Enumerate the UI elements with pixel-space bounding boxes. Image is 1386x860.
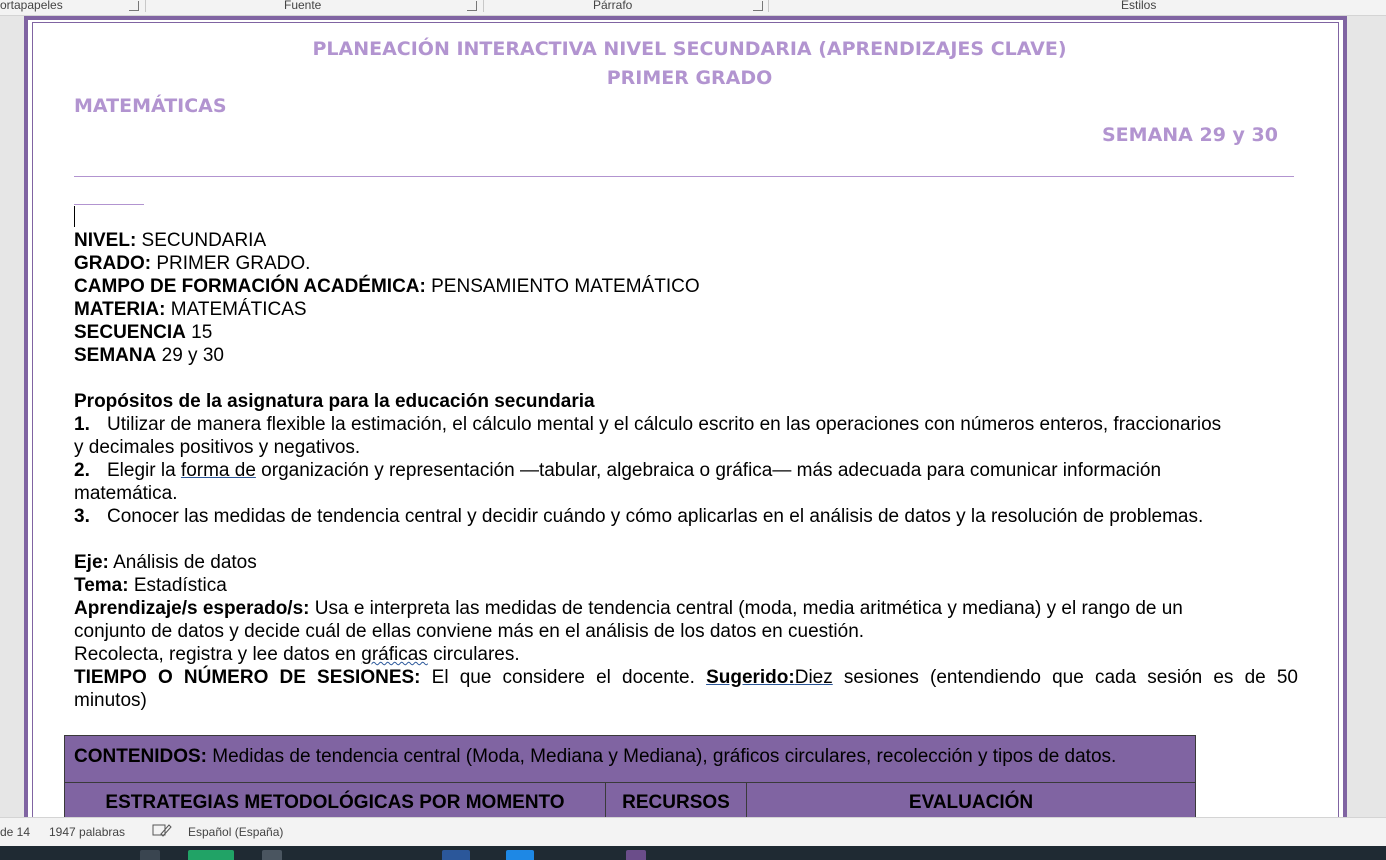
field-tiempo-cont: minutos) xyxy=(74,690,147,711)
horizontal-rule-tail xyxy=(74,204,144,205)
ribbon-separator xyxy=(768,0,769,12)
field-recolecta: Recolecta, registra y lee datos en gráficas circulares. xyxy=(74,644,520,665)
purpose-1-cont: y decimales positivos y negativos. xyxy=(74,437,361,458)
taskbar-word-icon[interactable] xyxy=(442,850,470,860)
blank-line xyxy=(74,367,1298,390)
taskbar-app-icon[interactable] xyxy=(140,850,160,860)
header-strategies[interactable]: ESTRATEGIAS METODOLÓGICAS POR MOMENTO xyxy=(65,783,606,818)
field-aprendizaje: Aprendizaje/s esperado/s: Usa e interpreta las medidas de tendencia central (moda, media aritmética y mediana) y el rango de un xyxy=(74,598,1183,619)
clipboard-launcher-icon[interactable] xyxy=(129,1,139,11)
header-resources[interactable]: RECURSOS xyxy=(606,783,747,818)
ribbon-group-labels xyxy=(0,0,1386,16)
ribbon-separator xyxy=(483,0,484,12)
field-eje: Eje: Análisis de datos xyxy=(74,552,257,573)
horizontal-rule xyxy=(74,176,1294,177)
text-cursor xyxy=(74,206,75,227)
word-count[interactable]: 1947 palabras xyxy=(49,825,126,839)
field-grado: GRADO: PRIMER GRADO. xyxy=(74,253,311,274)
ribbon-group-styles: Estilos xyxy=(1121,0,1157,12)
field-aprendizaje-cont: conjunto de datos y decide cuál de ellas conviene más en el análisis de los datos en cuestión. xyxy=(74,621,865,642)
grade-title: PRIMER GRADO xyxy=(606,67,773,89)
purposes-heading: Propósitos de la asignatura para la educación secundaria xyxy=(74,391,595,412)
field-tiempo: TIEMPO O NÚMERO DE SESIONES: El que considere el docente. Sugerido:Diez sesiones (entendiendo que cada sesión es de 50 xyxy=(74,667,1298,688)
field-materia: MATERIA: MATEMÁTICAS xyxy=(74,299,307,320)
proofing-icon[interactable] xyxy=(152,823,172,840)
ribbon-group-font: Fuente xyxy=(284,0,322,12)
week-heading: SEMANA 29 y 30 xyxy=(1102,124,1278,146)
status-bar xyxy=(0,817,1386,847)
field-semana: SEMANA 29 y 30 xyxy=(74,345,224,366)
ribbon-group-paragraph: Párrafo xyxy=(593,0,633,12)
taskbar-app-icon[interactable] xyxy=(262,850,282,860)
field-secuencia: SECUENCIA 15 xyxy=(74,322,213,343)
field-nivel: NIVEL: SECUNDARIA xyxy=(74,230,267,251)
paragraph-launcher-icon[interactable] xyxy=(753,1,763,11)
purpose-3: 3. Conocer las medidas de tendencia central y decidir cuándo y cómo aplicarlas en el análisis de datos y la resolución de problemas. xyxy=(74,506,1204,527)
page-count[interactable]: de 14 xyxy=(0,825,31,839)
purpose-2-cont: matemática. xyxy=(74,483,178,504)
subject-heading: MATEMÁTICAS xyxy=(74,95,227,117)
document-canvas[interactable] xyxy=(0,16,1386,817)
ribbon-separator xyxy=(145,0,146,12)
purpose-1: 1. Utilizar de manera flexible la estimación, el cálculo mental y el cálculo escrito en las operaciones con números enteros, fraccionarios xyxy=(74,414,1222,435)
header-evaluation[interactable]: EVALUACIÓN xyxy=(747,783,1196,818)
taskbar-excel-icon[interactable] xyxy=(188,850,234,860)
taskbar-app-icon[interactable] xyxy=(626,850,646,860)
spelling-flag[interactable]: gráficas xyxy=(361,644,428,665)
taskbar-browser-icon[interactable] xyxy=(506,850,534,860)
document-title: PLANEACIÓN INTERACTIVA NIVEL SECUNDARIA (APRENDIZAJES CLAVE) xyxy=(312,38,1067,60)
field-tema: Tema: Estadística xyxy=(74,575,227,596)
taskbar xyxy=(0,846,1386,860)
grammar-flag-link[interactable]: forma de xyxy=(180,460,256,481)
purpose-2: 2. Elegir la forma de organización y representación —tabular, algebraica o gráfica— más adecuada para comunicar información xyxy=(74,460,1162,481)
font-launcher-icon[interactable] xyxy=(467,1,477,11)
field-campo: CAMPO DE FORMACIÓN ACADÉMICA: PENSAMIENTO MATEMÁTICO xyxy=(74,276,700,297)
language-indicator[interactable]: Español (España) xyxy=(188,825,284,839)
blank-line xyxy=(74,528,1298,551)
planning-table xyxy=(64,735,1196,817)
metadata-fields xyxy=(74,229,1298,712)
contents-cell[interactable]: CONTENIDOS: Medidas de tendencia central (Moda, Mediana y Mediana), gráficos circulares, recolección y tipos de datos. xyxy=(65,736,1196,783)
ribbon-group-clipboard: ortapapeles xyxy=(0,0,63,12)
